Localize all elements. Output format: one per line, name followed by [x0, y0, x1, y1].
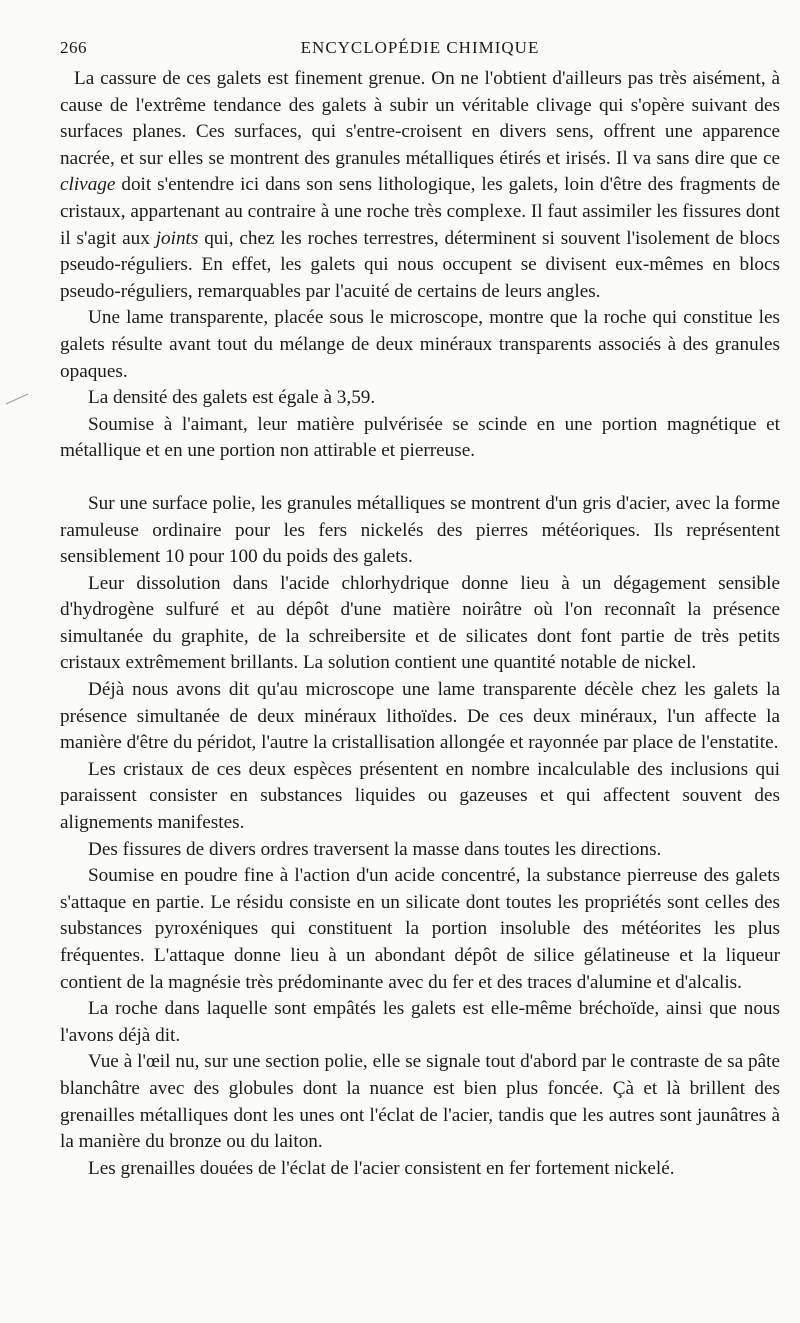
- paragraph-aimant: Soumise à l'aimant, leur matière pulvérisée se scinde en une portion magnétique et métallique et en une portion non attirable et pierreuse.: [60, 413, 780, 462]
- paragraph-cassure: La cassure de ces galets est finement grenue. On ne l'obtient d'ailleurs pas très aisément, à cause de l'extrême tendance des galets à subir un véritable clivage qui s'opère suivant des surfaces planes. Ces surfaces, qui s'entre-croisent en divers sens, offrent une apparence nacrée, et sur elles se montrent des granules métalliques étirés et irisés. Il va sans dire que ce clivage doit s'entendre ici dans son sens lithologique, les galets, loin d'être des fragments de cristaux, appartenant au contraire à une roche très complexe. Il faut assimiler les fissures dont il s'agit aux joints qui, chez les roches terrestres, déterminent si souvent l'isolement de blocs pseudo-réguliers. En effet, les galets qui nous occupent se divisent eux-mêmes en blocs pseudo-réguliers, remarquables par l'acuité de certains de leurs angles.: [60, 68, 781, 302]
- pencil-mark-icon: [4, 392, 30, 406]
- paragraph-grenailles: Les grenailles douées de l'éclat de l'acier consistent en fer fortement nickelé.: [88, 1157, 675, 1179]
- running-header: [60, 38, 780, 64]
- paragraph-oeil-nu: Vue à l'œil nu, sur une section polie, elle se signale tout d'abord par le contraste de sa pâte blanchâtre avec des globules dont la nuance est bien plus foncée. Çà et là brillent des grenailles métalliques dont les unes ont l'éclat de l'acier, tandis que les autres sont jaunâtres à la manière du bronze ou du laiton.: [60, 1051, 780, 1153]
- paragraph-dissolution: Leur dissolution dans l'acide chlorhydrique donne lieu à un dégagement sensible d'hydrogène sulfuré et au dépôt d'une matière noirâtre où l'on reconnaît la présence simultanée du graphite, de la schreibersite et de silicates dont font partie de très petits cristaux extrêmement brillants. La solution contient une quantité notable de nickel.: [60, 572, 780, 674]
- margin-pencil-mark: [4, 392, 30, 406]
- emphasis-joints: joints: [155, 227, 199, 249]
- running-title: ENCYCLOPÉDIE CHIMIQUE: [300, 38, 540, 57]
- paragraph-cristaux: Les cristaux de ces deux espèces présentent en nombre incalculable des inclusions qui paraissent consister en substances liquides ou gazeuses et qui affectent souvent des alignements manifestes.: [60, 758, 780, 834]
- paragraph-surface-polie: Sur une surface polie, les granules métalliques se montrent d'un gris d'acier, avec la forme ramuleuse ordinaire pour les fers nickelés des pierres météoriques. Ils représentent sensiblement 10 pour 100 du poids des galets.: [60, 492, 780, 568]
- paragraph-fissures: Des fissures de divers ordres traversent la masse dans toutes les directions.: [88, 838, 662, 860]
- paragraph-lame-transparente: Une lame transparente, placée sous le microscope, montre que la roche qui constitue les galets résulte avant tout du mélange de deux minéraux transparents associés à des granules opaques.: [60, 307, 780, 382]
- paragraph-poudre-fine: Soumise en poudre fine à l'action d'un acide concentré, la substance pierreuse des galets s'attaque en partie. Le résidu consiste en un silicate dont toutes les propriétés sont celles des substances pyroxéniques qui constituent la portion insoluble des météorites les plus fréquentes. L'attaque donne lieu à un abondant dépôt de silice gélatineuse et la liqueur contient de la magnésie très prédominante avec du fer et des traces d'alumine et d'alcalis.: [60, 865, 780, 993]
- document-page: [60, 38, 780, 1182]
- emphasis-clivage: clivage: [60, 174, 116, 196]
- page-number: 266: [60, 38, 87, 57]
- paragraph-roche-brechoide: La roche dans laquelle sont empâtés les galets est elle-même bréchoïde, ainsi que nous l'avons déjà dit.: [60, 998, 780, 1046]
- paragraph-densite: La densité des galets est égale à 3,59.: [88, 387, 376, 409]
- body-text: [60, 66, 780, 1182]
- paragraph-microscope: Déjà nous avons dit qu'au microscope une lame transparente décèle chez les galets la présence simultanée de deux minéraux lithoïdes. De ces deux minéraux, l'un affecte la manière d'être du péridot, l'autre la cristallisation allongée et rayonnée par place de l'enstatite.: [60, 679, 780, 754]
